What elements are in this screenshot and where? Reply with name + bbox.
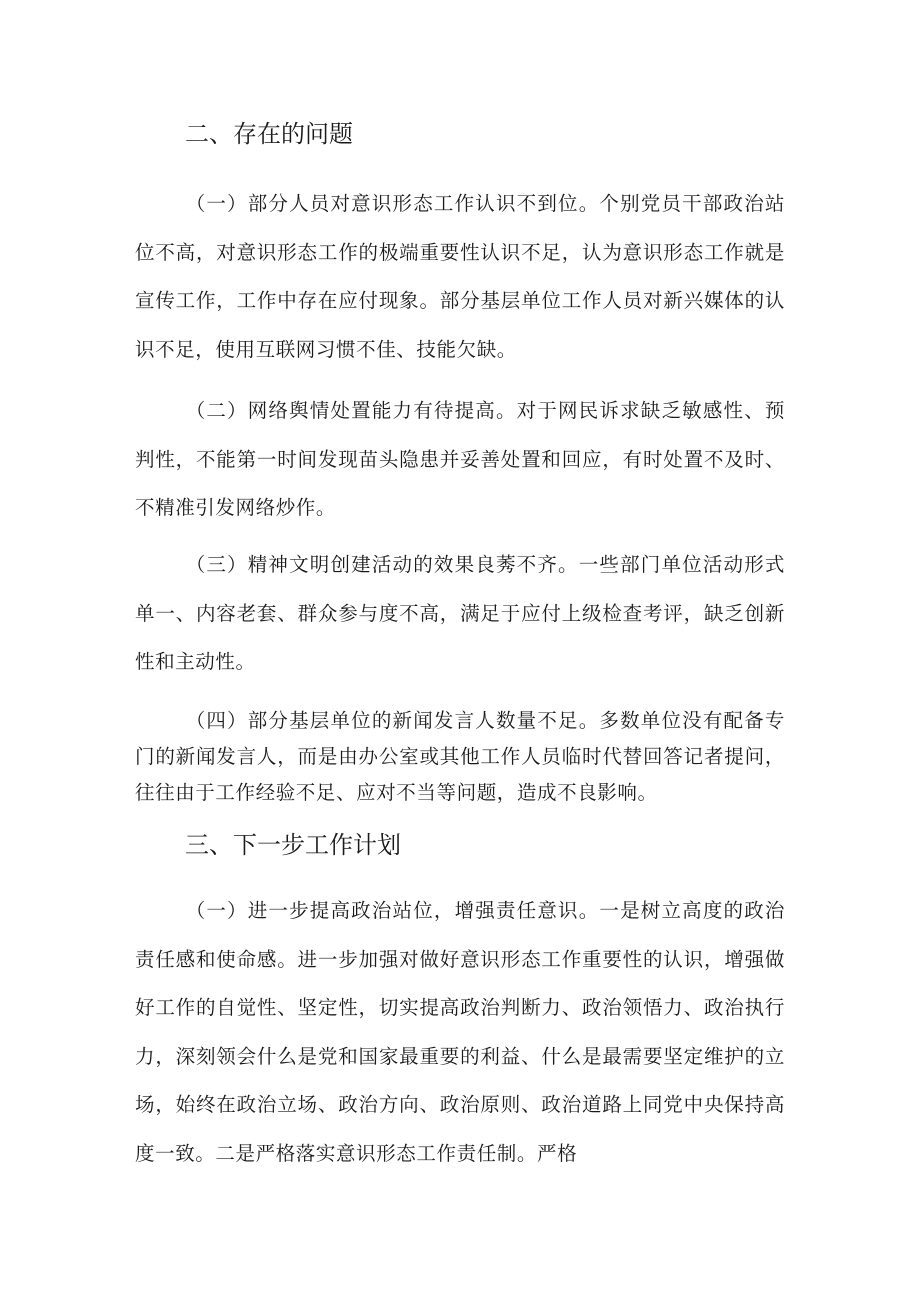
paragraph-problem-2: （二）网络舆情处置能力有待提高。对于网民诉求缺乏敏感性、预判性，不能第一时间发现苗头隐患并妥善处置和回应，有时处置不及时、不精准引发网络炒作。	[135, 399, 785, 519]
paragraph-problem-4: （四）部分基层单位的新闻发言人数量不足。多数单位没有配备专门的新闻发言人，而是由办公室或其他工作人员临时代替回答记者提问，往往由于工作经验不足、应对不当等问题，造成不良影响。	[135, 709, 785, 804]
paragraph-problem-1: （一）部分人员对意识形态工作认识不到位。个别党员干部政治站位不高，对意识形态工作的极端重要性认识不足，认为意识形态工作就是宣传工作，工作中存在应付现象。部分基层单位工作人员对新兴媒体的认识不足，使用互联网习惯不佳、技能欠缺。	[135, 192, 785, 361]
paragraph-plan-1: （一）进一步提高政治站位，增强责任意识。一是树立高度的政治责任感和使命感。进一步加强对做好意识形态工作重要性的认识，增强做好工作的自觉性、坚定性，切实提高政治判断力、政治领悟力、政治执行力，深刻领会什么是党和国家最重要的利益、什么是最需要坚定维护的立场，始终在政治立场、政治方向、政治原则、政治道路上同党中央保持高度一致。二是严格落实意识形态工作责任制。严格	[135, 899, 785, 1165]
section-heading-problems: 二、存在的问题	[185, 120, 353, 148]
section-heading-next-steps: 三、下一步工作计划	[185, 831, 401, 859]
paragraph-problem-3: （三）精神文明创建活动的效果良莠不齐。一些部门单位活动形式单一、内容老套、群众参与度不高，满足于应付上级检查考评，缺乏创新性和主动性。	[135, 553, 785, 673]
